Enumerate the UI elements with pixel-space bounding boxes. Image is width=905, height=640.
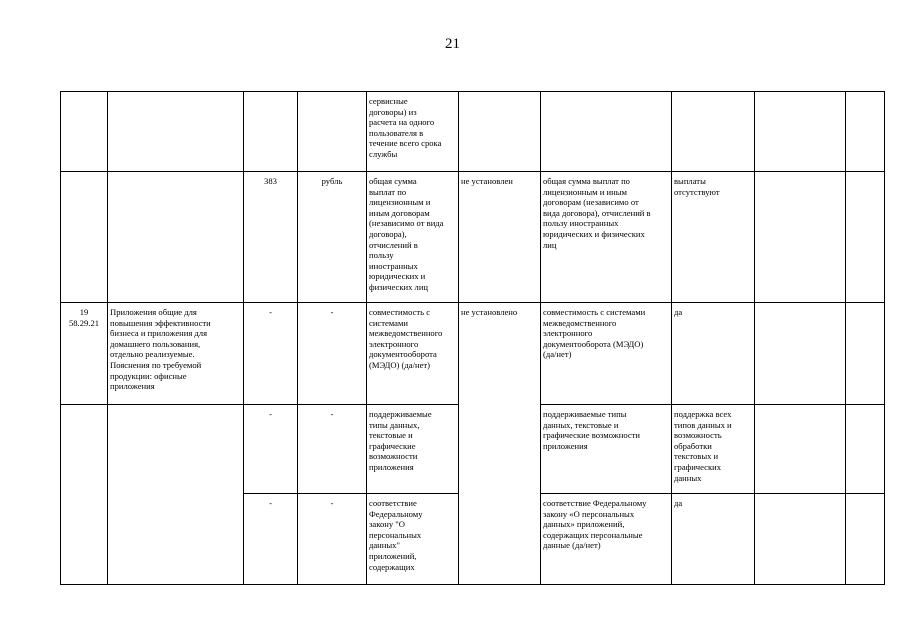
cell-product-name bbox=[108, 92, 244, 172]
cell-product-name bbox=[108, 405, 244, 585]
cell-characteristic: совместимость с системами межведомственного электронного документооборота (МЭДО) (да/нет) bbox=[367, 303, 459, 405]
cell-number-code bbox=[61, 92, 108, 172]
cell-unit: - bbox=[298, 405, 367, 494]
cell-function bbox=[846, 172, 885, 303]
cell-function bbox=[846, 303, 885, 405]
cell-value-approved: да bbox=[672, 303, 755, 405]
cell-function bbox=[846, 92, 885, 172]
requirements-table bbox=[60, 91, 885, 585]
cell-value-approved: поддержка всех типов данных и возможность обработки текстовых и графических данных bbox=[672, 405, 755, 494]
cell-okei-code: - bbox=[244, 303, 298, 405]
cell-okei-code: - bbox=[244, 405, 298, 494]
cell-characteristic-approved bbox=[541, 92, 672, 172]
cell-number-code bbox=[61, 172, 108, 303]
cell-characteristic-approved: поддерживаемые типы данных, текстовые и графические возможности приложения bbox=[541, 405, 672, 494]
cell-okei-code bbox=[244, 92, 298, 172]
cell-value: не установлен bbox=[459, 172, 541, 303]
cell-characteristic: поддерживаемые типы данных, текстовые и графические возможности приложения bbox=[367, 405, 459, 494]
cell-product-name bbox=[108, 172, 244, 303]
cell-justification bbox=[755, 92, 846, 172]
cell-value: не установлено bbox=[459, 303, 541, 585]
cell-value-approved: да bbox=[672, 494, 755, 585]
page-number: 21 bbox=[445, 36, 460, 52]
cell-unit: - bbox=[298, 303, 367, 405]
cell-justification bbox=[755, 494, 846, 585]
cell-characteristic-approved: соответствие Федеральному закону «О персональных данных» приложений, содержащих персональные данные (да/нет) bbox=[541, 494, 672, 585]
cell-product-name: Приложения общие для повышения эффективности бизнеса и приложения для домашнего пользования, отдельно реализуемые. Пояснения по требуемой продукции: офисные приложения bbox=[108, 303, 244, 405]
cell-characteristic: общая сумма выплат по лицензионным и иным договорам (независимо от вида договора), отчислений в пользу иностранных юридических и физических лиц bbox=[367, 172, 459, 303]
cell-unit: - bbox=[298, 494, 367, 585]
cell-unit: рубль bbox=[298, 172, 367, 303]
cell-unit bbox=[298, 92, 367, 172]
table-row bbox=[61, 92, 885, 172]
cell-characteristic: соответствие Федеральному закону "О персональных данных" приложений, содержащих bbox=[367, 494, 459, 585]
cell-justification bbox=[755, 172, 846, 303]
cell-number-code bbox=[61, 405, 108, 585]
cell-value-approved bbox=[672, 92, 755, 172]
cell-characteristic-approved: совместимость с системами межведомственного электронного документооборота (МЭДО) (да/нет) bbox=[541, 303, 672, 405]
cell-value bbox=[459, 92, 541, 172]
cell-justification bbox=[755, 303, 846, 405]
cell-value-approved: выплаты отсутствуют bbox=[672, 172, 755, 303]
cell-function bbox=[846, 405, 885, 494]
cell-okei-code: 383 bbox=[244, 172, 298, 303]
cell-characteristic: сервисные договоры) из расчета на одного пользователя в течение всего срока службы bbox=[367, 92, 459, 172]
cell-characteristic-approved: общая сумма выплат по лицензионным и иным договорам (независимо от вида договора), отчислений в пользу иностранных юридических и физических лиц bbox=[541, 172, 672, 303]
cell-function bbox=[846, 494, 885, 585]
cell-justification bbox=[755, 405, 846, 494]
cell-okei-code: - bbox=[244, 494, 298, 585]
table-row bbox=[61, 303, 885, 405]
cell-number-code: 19 58.29.21 bbox=[61, 303, 108, 405]
table-row bbox=[61, 172, 885, 303]
